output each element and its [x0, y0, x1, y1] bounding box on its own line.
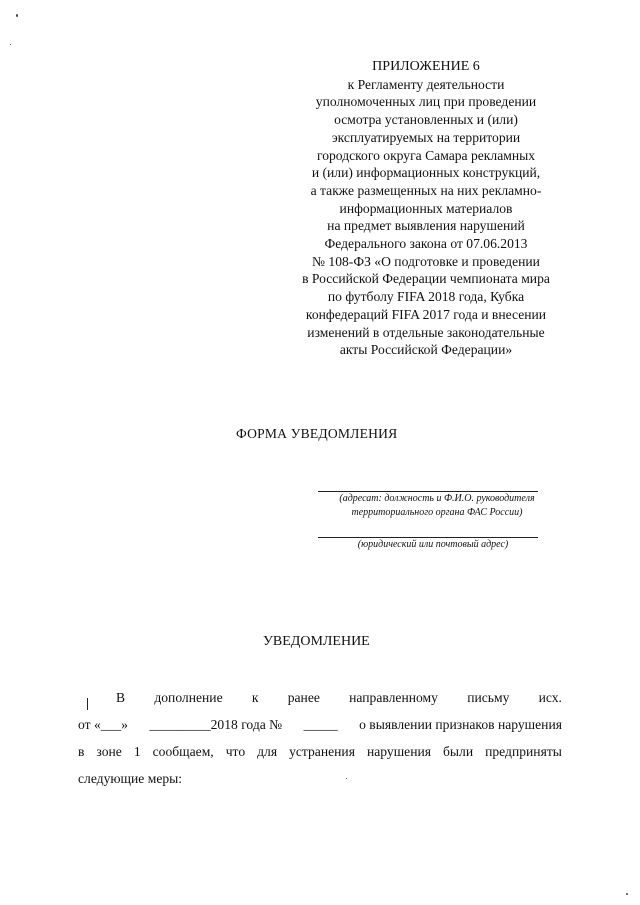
scan-speck — [346, 778, 347, 779]
word: устранения — [289, 744, 355, 759]
scan-speck — [16, 14, 18, 17]
addressee-field — [318, 491, 538, 520]
address-field — [318, 537, 538, 552]
appendix-line: к Регламенту деятельности — [347, 76, 505, 92]
word: _____ — [303, 717, 338, 732]
notice-body — [78, 684, 562, 792]
addressee-caption-2: территориального органа ФАС России) — [351, 507, 523, 518]
appendix-line: осмотра установленных и (или) — [334, 112, 518, 128]
scan-speck — [626, 893, 628, 895]
appendix-header — [268, 58, 584, 359]
appendix-line: конфедераций FIFA 2017 года и внесении — [305, 306, 547, 322]
appendix-heading: ПРИЛОЖЕНИЕ 6 — [372, 59, 480, 74]
word: для — [257, 744, 278, 759]
word: ранее — [287, 690, 320, 705]
appendix-line: городского округа Самара рекламных — [316, 147, 536, 163]
word: _________2018 года № — [149, 717, 283, 732]
appendix-line: эксплуатируемых на территории — [331, 129, 521, 145]
appendix-line: на предмет выявления нарушений — [327, 218, 525, 234]
body-line-1 — [78, 684, 562, 711]
appendix-line: информационных материалов — [339, 200, 513, 216]
appendix-line: по футболу FIFA 2018 года, Кубка — [327, 289, 525, 305]
addressee-caption-1: (адресат: должность и Ф.И.О. руководителя — [339, 493, 535, 504]
word: к — [251, 690, 259, 705]
appendix-line: № 108-ФЗ «О подготовке и проведении — [312, 253, 540, 269]
form-title: ФОРМА УВЕДОМЛЕНИЯ — [236, 426, 398, 441]
notice-title: УВЕДОМЛЕНИЕ — [263, 634, 370, 649]
appendix-line: изменений в отдельные законодательные — [307, 324, 545, 340]
word: о выявлении признаков нарушения — [359, 717, 562, 732]
word: дополнение — [154, 690, 223, 705]
word: были — [443, 744, 474, 759]
appendix-line: Федерального закона от 07.06.2013 — [324, 236, 528, 252]
word: что — [225, 744, 246, 759]
body-line-3 — [78, 738, 562, 765]
word: нарушения — [366, 744, 431, 759]
word: направленному — [349, 690, 438, 705]
body-line-2 — [78, 711, 562, 738]
word: в — [78, 744, 85, 759]
word: исх. — [538, 690, 562, 705]
body-line-4: следующие меры: — [78, 771, 183, 786]
address-caption: (юридический или почтовый адрес) — [357, 539, 509, 550]
word: В — [116, 690, 126, 705]
word: письму — [467, 690, 510, 705]
word: предприняты — [485, 744, 562, 759]
appendix-line: и (или) информационных конструкций, — [311, 165, 541, 181]
word: сообщаем, — [152, 744, 214, 759]
appendix-line: а также размещенных на них рекламно- — [310, 182, 542, 198]
scan-speck — [10, 44, 11, 45]
appendix-line: в Российской Федерации чемпионата мира — [302, 271, 550, 287]
appendix-line: уполномоченных лиц при проведении — [315, 94, 537, 110]
word: зоне — [96, 744, 122, 759]
appendix-line: акты Российской Федерации» — [339, 342, 513, 358]
word: 1 — [133, 744, 141, 759]
word: от «___» — [78, 717, 128, 732]
